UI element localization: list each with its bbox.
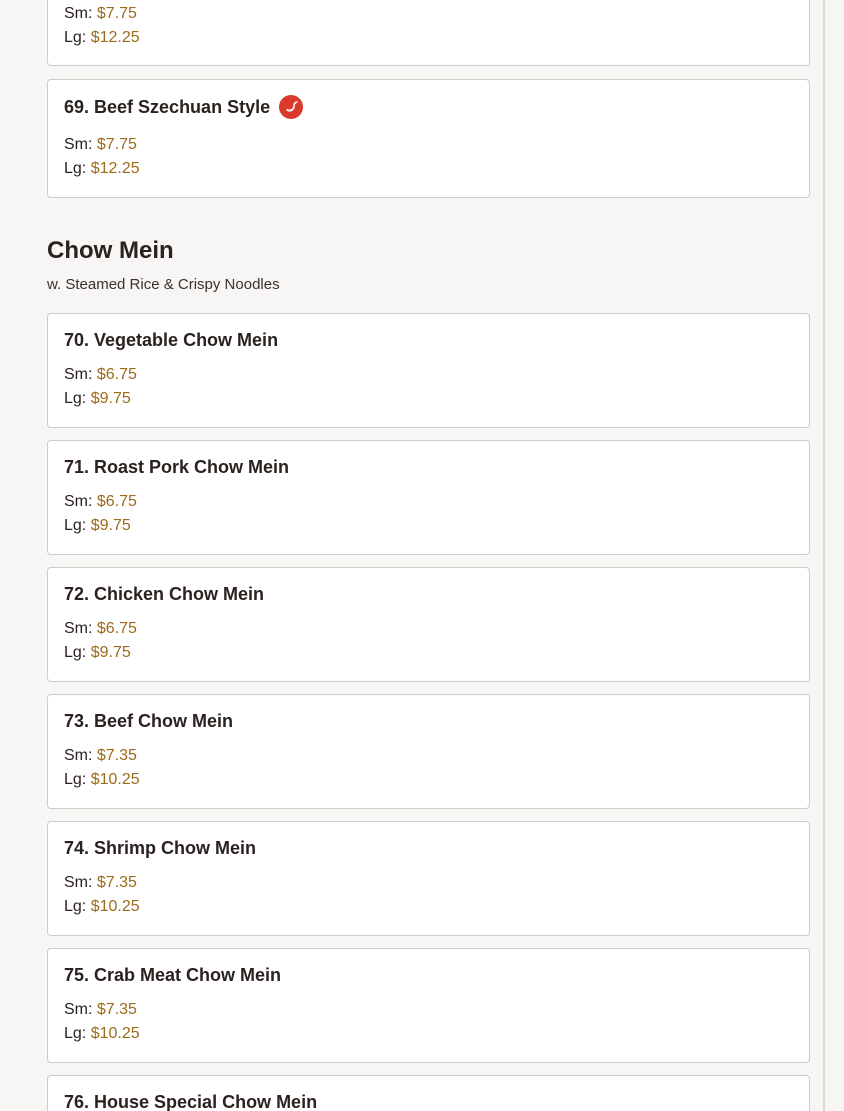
large-price-line xyxy=(64,771,140,789)
section-subtitle: w. Steamed Rice & Crispy Noodles xyxy=(47,276,280,293)
small-price: $7.35 xyxy=(96,1001,137,1018)
large-price: $9.75 xyxy=(90,390,131,407)
large-label: Lg: xyxy=(64,644,87,661)
large-price-line xyxy=(64,1025,140,1043)
small-label: Sm: xyxy=(64,747,93,764)
menu-item-card-68[interactable] xyxy=(47,0,810,66)
menu-item-name: 70. Vegetable Chow Mein xyxy=(64,330,279,350)
large-label: Lg: xyxy=(64,390,87,407)
small-price: $7.35 xyxy=(96,874,137,891)
large-price-line xyxy=(64,517,131,535)
menu-item-name: 75. Crab Meat Chow Mein xyxy=(64,965,282,985)
large-price: $9.75 xyxy=(90,644,131,661)
small-price-line xyxy=(64,620,137,638)
small-price-line xyxy=(64,1001,137,1019)
small-price-line xyxy=(64,747,137,765)
small-price-line xyxy=(64,493,137,511)
large-label: Lg: xyxy=(64,771,87,788)
large-price-line xyxy=(64,644,131,662)
large-price: $12.25 xyxy=(90,29,140,46)
small-price-line xyxy=(64,5,137,23)
large-label: Lg: xyxy=(64,1025,87,1042)
small-label: Sm: xyxy=(64,136,93,153)
menu-item-name: 71. Roast Pork Chow Mein xyxy=(64,457,290,477)
menu-item-name: 73. Beef Chow Mein xyxy=(64,711,234,731)
menu-item-card-71[interactable] xyxy=(47,440,810,555)
menu-item-title xyxy=(64,95,303,119)
large-price: $10.25 xyxy=(90,898,140,915)
large-price: $10.25 xyxy=(90,1025,140,1042)
large-price-line xyxy=(64,29,140,47)
menu-item-card-72[interactable] xyxy=(47,567,810,682)
small-price: $7.35 xyxy=(96,747,137,764)
small-price: $6.75 xyxy=(96,620,137,637)
small-price: $7.75 xyxy=(96,136,137,153)
menu-item-name: 72. Chicken Chow Mein xyxy=(64,584,265,604)
small-label: Sm: xyxy=(64,493,93,510)
menu-item-name: 76. House Special Chow Mein xyxy=(64,1092,318,1111)
menu-item-card-69[interactable] xyxy=(47,79,810,198)
small-price-line xyxy=(64,874,137,892)
menu-item-card-70[interactable] xyxy=(47,313,810,428)
small-label: Sm: xyxy=(64,5,93,22)
large-price-line xyxy=(64,390,131,408)
small-label: Sm: xyxy=(64,1001,93,1018)
large-label: Lg: xyxy=(64,29,87,46)
large-label: Lg: xyxy=(64,898,87,915)
small-price: $7.75 xyxy=(96,5,137,22)
menu-item-name: 74. Shrimp Chow Mein xyxy=(64,838,257,858)
large-label: Lg: xyxy=(64,160,87,177)
large-price: $9.75 xyxy=(90,517,131,534)
small-label: Sm: xyxy=(64,620,93,637)
large-price-line xyxy=(64,160,140,178)
menu-item-name: 69. Beef Szechuan Style xyxy=(64,96,271,117)
small-price-line xyxy=(64,136,137,154)
menu-item-card-76[interactable] xyxy=(47,1075,810,1111)
menu-item-card-73[interactable] xyxy=(47,694,810,809)
small-price: $6.75 xyxy=(96,366,137,383)
large-label: Lg: xyxy=(64,517,87,534)
large-price: $12.25 xyxy=(90,160,140,177)
small-label: Sm: xyxy=(64,366,93,383)
small-price: $6.75 xyxy=(96,493,137,510)
menu-item-card-74[interactable] xyxy=(47,821,810,936)
small-label: Sm: xyxy=(64,874,93,891)
menu-item-card-75[interactable] xyxy=(47,948,810,1063)
chili-pepper-icon xyxy=(279,95,303,119)
large-price-line xyxy=(64,898,140,916)
section-title: Chow Mein xyxy=(47,237,174,264)
large-price: $10.25 xyxy=(90,771,140,788)
small-price-line xyxy=(64,366,137,384)
